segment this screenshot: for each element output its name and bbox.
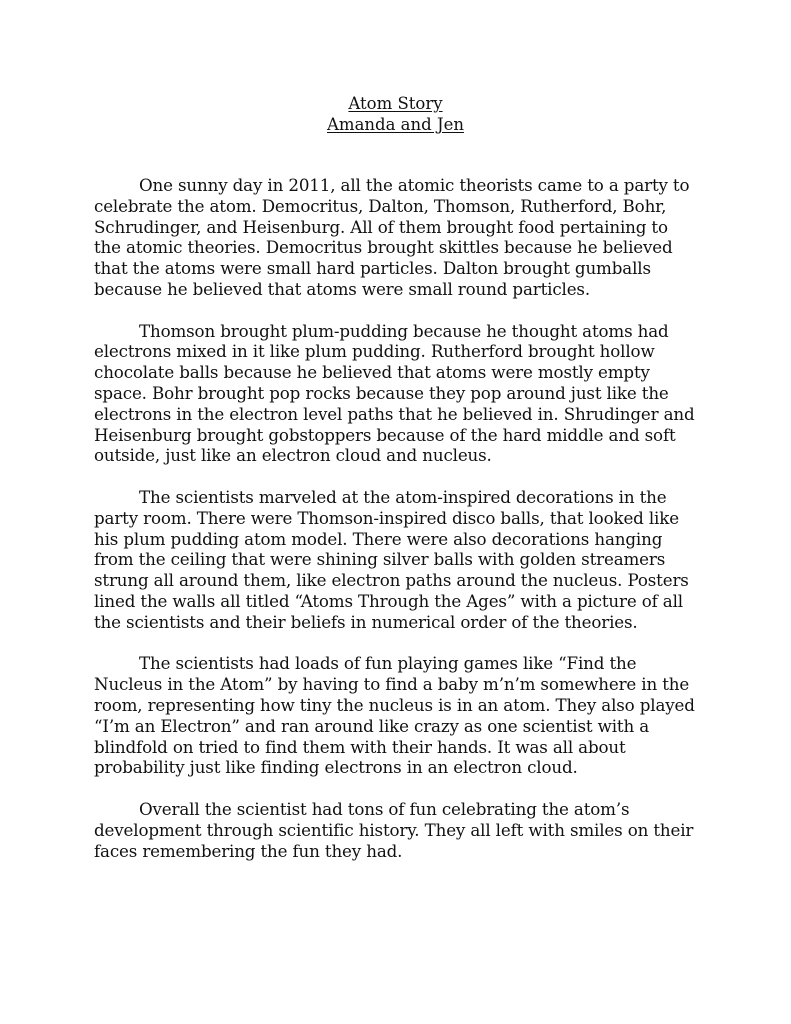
document-authors: Amanda and Jen: [327, 115, 464, 134]
paragraph-3: The scientists marveled at the atom-inspired decorations in the party room. There were Thomson-inspired disco balls, that looked like his plum pudding atom model. There were also decorations hanging from the ceiling that were shining silver balls with golden streamers strung all around them, like electron paths around the nucleus. Posters lined the walls all titled “Atoms Through the Ages” with a picture of all the scientists and their beliefs in numerical order of the theories.: [94, 486, 689, 632]
paragraph-1: One sunny day in 2011, all the atomic theorists came to a party to celebrate the atom. Democritus, Dalton, Thomson, Rutherford, Bohr, Schrudinger, and Heisenburg. All of them brought food pertaining to the atomic theories. Democritus brought skittles because he believed that the atoms were small hard particles. Dalton brought gumballs because he believed that atoms were small round particles.: [94, 175, 690, 299]
paragraph-4: The scientists had loads of fun playing games like “Find the Nucleus in the Atom” by having to find a baby m’n’m somewhere in the room, representing how tiny the nucleus is in an atom. They also played “I’m an Electron” and ran around like crazy as one scientist with a blindfold on tried to find them with their hands. It was all about probability just like finding electrons in an electron cloud.: [94, 653, 695, 778]
document-title: Atom Story: [348, 94, 443, 113]
paragraph-5: Overall the scientist had tons of fun celebrating the atom’s development through scientific history. They all left with smiles on their faces remembering the fun they had.: [94, 798, 694, 861]
document-header: [0, 93, 791, 135]
document-body: [94, 175, 699, 882]
paragraph-2: Thomson brought plum-pudding because he thought atoms had electrons mixed in it like plum pudding. Rutherford brought hollow chocolate balls because he believed that atoms were mostly empty space. Bohr brought pop rocks because they pop around just like the electrons in the electron level paths that he believed in. Shrudinger and Heisenburg brought gobstoppers because of the hard middle and soft outside, just like an electron cloud and nucleus.: [94, 320, 695, 466]
